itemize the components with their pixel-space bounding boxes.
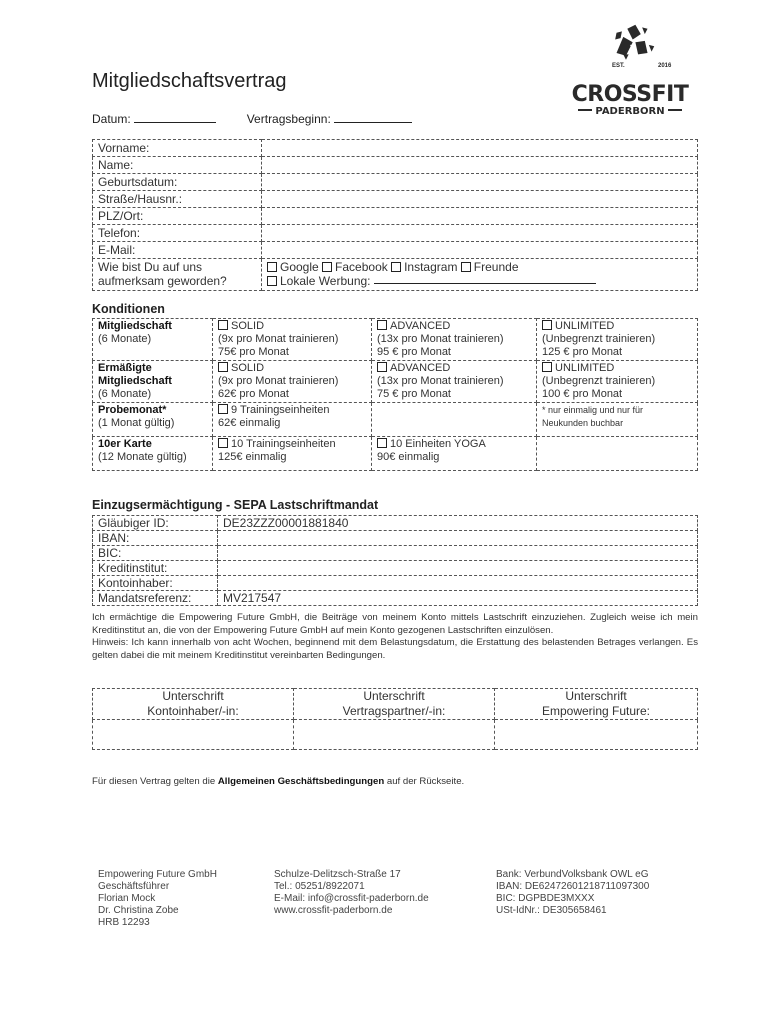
empty-cell <box>372 403 537 437</box>
field-label: Geburtsdatum: <box>93 174 262 191</box>
plan-option-unlimited-reduced[interactable]: UNLIMITED (Unbegrenzt trainieren) 100 € pro Monat <box>537 361 698 403</box>
table-row <box>93 437 698 471</box>
table-row <box>93 242 698 259</box>
plan-option-advanced-reduced[interactable]: ADVANCED (13x pro Monat trainieren) 75 € pro Monat <box>372 361 537 403</box>
sepa-table <box>92 515 698 606</box>
page-title: Mitgliedschaftsvertrag <box>92 70 287 92</box>
sepa-label: BIC: <box>93 546 218 561</box>
signature-label: Unterschrift Empowering Future: <box>495 689 698 720</box>
table-row <box>93 174 698 191</box>
vertragsbeginn-label: Vertragsbeginn: <box>246 112 331 126</box>
datum-field[interactable] <box>134 122 216 123</box>
conditions-heading: Konditionen <box>92 302 165 316</box>
checkbox-icon[interactable] <box>218 438 228 448</box>
footer-website-link[interactable]: www.crossfit-paderborn.de <box>274 905 393 916</box>
sepa-label: Gläubiger ID: <box>93 516 218 531</box>
table-row <box>93 689 698 720</box>
mandate-paragraph: Ich ermächtige die Empowering Future GmbH, die Beiträge von meinem Konto mittels Lastschrift einzuziehen. Zugleich weise ich mein Kreditinstitut an, die von der Empowering Future GmbH auf mein Konto gezogenen Lastschriften einzulösen. <box>92 612 698 636</box>
table-row <box>93 531 698 546</box>
checkbox-icon[interactable] <box>218 320 228 330</box>
telefon-input[interactable] <box>262 225 698 242</box>
checkbox-icon[interactable] <box>267 276 277 286</box>
source-label: Wie bist Du auf uns aufmerksam geworden? <box>93 259 262 291</box>
vorname-input[interactable] <box>262 140 698 157</box>
table-row <box>93 319 698 361</box>
sepa-label: Kreditinstitut: <box>93 561 218 576</box>
field-label: Vorname: <box>93 140 262 157</box>
datum-label: Datum: <box>92 112 131 126</box>
option-instagram[interactable]: Instagram <box>391 260 457 274</box>
table-row <box>93 546 698 561</box>
checkbox-icon[interactable] <box>267 262 277 272</box>
sepa-label: Kontoinhaber: <box>93 576 218 591</box>
legal-text <box>92 612 698 662</box>
lokale-werbung-field[interactable] <box>374 283 596 284</box>
logo-city: PADERBORN <box>560 106 700 117</box>
mandatsreferenz-value: MV217547 <box>218 591 698 606</box>
field-label: PLZ/Ort: <box>93 208 262 225</box>
table-row <box>93 259 698 291</box>
table-row <box>93 516 698 531</box>
plan-option-advanced[interactable]: ADVANCED (13x pro Monat trainieren) 95 € pro Monat <box>372 319 537 361</box>
option-lokale-werbung[interactable]: Lokale Werbung: <box>267 274 371 288</box>
checkbox-icon[interactable] <box>218 362 228 372</box>
sepa-heading: Einzugsermächtigung - SEPA Lastschriftmandat <box>92 498 379 512</box>
field-label: Straße/Hausnr.: <box>93 191 262 208</box>
checkbox-icon[interactable] <box>218 404 228 414</box>
checkbox-icon[interactable] <box>377 438 387 448</box>
footer-bank: Bank: VerbundVolksbank OWL eG IBAN: DE62472601218711097300 BIC: DGPBDE3MXXX USt-IdNr.: DE305658461 <box>496 869 650 916</box>
checkbox-icon[interactable] <box>391 262 401 272</box>
checkbox-icon[interactable] <box>377 320 387 330</box>
field-label: Name: <box>93 157 262 174</box>
plan-option-solid-reduced[interactable]: SOLID (9x pro Monat trainieren) 62€ pro Monat <box>213 361 372 403</box>
plan-option-10er-karte[interactable]: 10 Trainingseinheiten 125€ einmalig <box>213 437 372 471</box>
name-input[interactable] <box>262 157 698 174</box>
email-input[interactable] <box>262 242 698 259</box>
probemonat-note: * nur einmalig und nur für Neukunden buchbar <box>537 403 698 437</box>
vertragsbeginn-field[interactable] <box>334 122 412 123</box>
plz-ort-input[interactable] <box>262 208 698 225</box>
table-row <box>93 576 698 591</box>
notice-paragraph: Hinweis: Ich kann innerhalb von acht Wochen, beginnend mit dem Belastungsdatum, die Erstattung des belastenden Betrages verlangen. Es gelten dabei die mit meinem Kreditinstitut vereinbarten Bedingungen. <box>92 637 698 661</box>
table-row <box>93 403 698 437</box>
agb-note: Für diesen Vertrag gelten die Allgemeinen Geschäftsbedingungen auf der Rückseite. <box>92 776 465 787</box>
table-row <box>93 191 698 208</box>
plan-label: Probemonat* (1 Monat gültig) <box>93 403 213 437</box>
checkbox-icon[interactable] <box>542 320 552 330</box>
option-google[interactable]: Google <box>267 260 319 274</box>
table-row <box>93 140 698 157</box>
checkbox-icon[interactable] <box>461 262 471 272</box>
signature-field-kontoinhaber[interactable] <box>93 720 294 750</box>
kontoinhaber-input[interactable] <box>218 576 698 591</box>
logo-name: CROSSFIT <box>571 82 689 107</box>
footer-contact: Schulze-Delitzsch-Straße 17 Tel.: 05251/8922071 E-Mail: info@crossfit-paderborn.de www.crossfit-paderborn.de <box>274 869 429 916</box>
sepa-label: IBAN: <box>93 531 218 546</box>
table-row <box>93 208 698 225</box>
iban-input[interactable] <box>218 531 698 546</box>
source-options <box>262 259 698 291</box>
signature-table <box>92 688 698 750</box>
signature-label: Unterschrift Vertragspartner/-in: <box>294 689 495 720</box>
footer-company: Empowering Future GmbH Geschäftsführer Florian Mock Dr. Christina Zobe HRB 12293 <box>98 869 217 928</box>
bic-input[interactable] <box>218 546 698 561</box>
table-row <box>93 225 698 242</box>
table-row <box>93 561 698 576</box>
option-freunde[interactable]: Freunde <box>461 260 519 274</box>
strasse-input[interactable] <box>262 191 698 208</box>
table-row <box>93 591 698 606</box>
footer-email-link[interactable]: E-Mail: info@crossfit-paderborn.de <box>274 893 429 904</box>
glaeubiger-id-value: DE23ZZZ00001881840 <box>218 516 698 531</box>
checkbox-icon[interactable] <box>322 262 332 272</box>
sepa-label: Mandatsreferenz: <box>93 591 218 606</box>
option-facebook[interactable]: Facebook <box>322 260 388 274</box>
geburtsdatum-input[interactable] <box>262 174 698 191</box>
date-line <box>92 112 412 126</box>
checkbox-icon[interactable] <box>377 362 387 372</box>
signature-field-empowering-future[interactable] <box>495 720 698 750</box>
empty-cell <box>537 437 698 471</box>
table-row <box>93 157 698 174</box>
crossfit-logo-icon <box>560 22 700 84</box>
plan-option-yoga[interactable]: 10 Einheiten YOGA 90€ einmalig <box>372 437 537 471</box>
field-label: Telefon: <box>93 225 262 242</box>
table-row <box>93 361 698 403</box>
checkbox-icon[interactable] <box>542 362 552 372</box>
plan-option-solid[interactable]: SOLID (9x pro Monat trainieren) 75€ pro Monat <box>213 319 372 361</box>
plan-label: Ermäßigte Mitgliedschaft (6 Monate) <box>93 361 213 403</box>
agb-link[interactable]: Allgemeinen Geschäftsbedingungen <box>217 776 385 787</box>
plan-option-probemonat[interactable]: 9 Trainingseinheiten 62€ einmalig <box>213 403 372 437</box>
kreditinstitut-input[interactable] <box>218 561 698 576</box>
plan-label: 10er Karte (12 Monate gültig) <box>93 437 213 471</box>
logo-est: EST. <box>612 63 625 69</box>
signature-field-vertragspartner[interactable] <box>294 720 495 750</box>
signature-label: Unterschrift Kontoinhaber/-in: <box>93 689 294 720</box>
plan-option-unlimited[interactable]: UNLIMITED (Unbegrenzt trainieren) 125 € pro Monat <box>537 319 698 361</box>
logo-year: 2016 <box>658 63 672 69</box>
field-label: E-Mail: <box>93 242 262 259</box>
personal-data-table <box>92 139 698 291</box>
conditions-table <box>92 318 698 471</box>
plan-label: Mitgliedschaft (6 Monate) <box>93 319 213 361</box>
table-row <box>93 720 698 750</box>
